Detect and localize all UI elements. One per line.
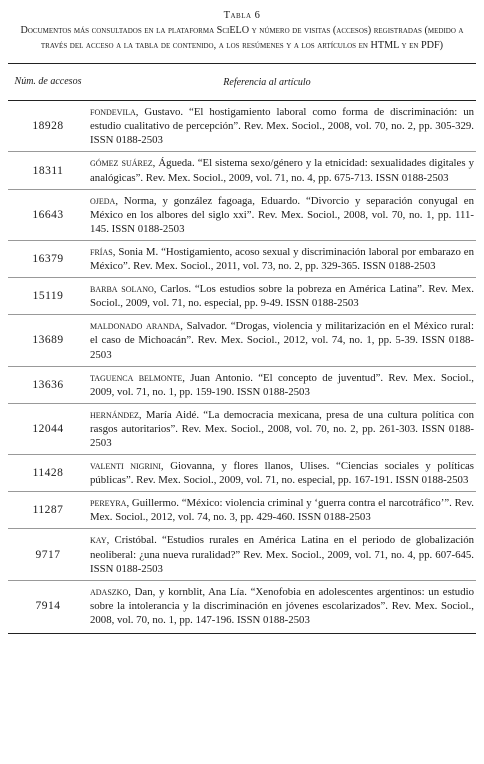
reference-text: , María Aidé. “La democracia mexicana, presa de una cultura política con rasgos autoritarios”. Rev. Mex. Sociol., 2008, vol. 70, no. 2, pp. 261-303. ISSN 0188-2503 xyxy=(90,408,474,449)
bottom-rule xyxy=(8,633,476,634)
author-name: barba solano xyxy=(90,283,154,296)
author-name: valenti nigrini xyxy=(90,460,161,473)
access-count: 11287 xyxy=(32,504,64,517)
table-row xyxy=(8,404,476,455)
article-reference xyxy=(88,190,476,240)
author-name: gómez suárez xyxy=(90,157,153,170)
table-row xyxy=(8,492,476,529)
article-reference xyxy=(88,367,476,403)
author-name: taguenca belmonte xyxy=(90,371,183,384)
reference-text: , Norma, y gonzález fagoaga, Eduardo. “Divorcio y separación conyugal en México en los albores del siglo xxi”. Rev. Mex. Sociol., 2008, vol. 70, no. 1, pp. 111-145. ISSN 0188-2503 xyxy=(90,194,474,235)
article-reference xyxy=(88,492,476,528)
article-reference xyxy=(88,581,476,631)
access-count: 9717 xyxy=(35,548,61,561)
table-header xyxy=(8,64,476,101)
reference-text: , Carlos. “Los estudios sobre la pobreza en América Latina”. Rev. Mex. Sociol., 2009, vol. 71, no. especial, pp. 9-49. ISSN 0188-2503 xyxy=(90,283,474,310)
author-name: ojeda xyxy=(90,194,116,207)
table-row xyxy=(8,152,476,189)
header-num-accesses: Núm. de accesos xyxy=(14,76,82,88)
header-reference: Referencia al artículo xyxy=(223,76,311,88)
reference-text: , Águeda. “El sistema sexo/género y la etnicidad: sexualidades digitales y analógicas”. Rev. Mex. Sociol., 2009, vol. 71, no. 4, pp. 675-713. ISSN 0188-2503 xyxy=(90,157,475,184)
reference-text: , Giovanna, y flores llanos, Ulises. “Ciencias sociales y políticas públicas”. Rev. Mex. Sociol., 2009, vol. 71, no. especial, pp. 167-191. ISSN 0188-2503 xyxy=(90,460,474,487)
table-caption: Documentos más consultados en la plataforma SciELO y número de visitas (accesos) registradas (medido a través del acceso a la tabla de contenido, a los resúmenes y a los artículos en HTML y en PDF) xyxy=(20,25,464,51)
table-row xyxy=(8,101,476,152)
access-count: 18928 xyxy=(32,120,64,133)
author-name: fondevila xyxy=(90,106,136,119)
article-reference xyxy=(88,455,476,491)
table-label: Tabla 6 xyxy=(223,10,261,21)
table-row xyxy=(8,581,476,631)
table-row xyxy=(8,278,476,315)
reference-text: , Gustavo. “El hostigamiento laboral como forma de discriminación: un estudio cualitativo de percepción”. Rev. Mex. Sociol., 2008, vol. 70, no. 2, pp. 305-329. ISSN 0188-2503 xyxy=(90,106,474,147)
reference-text: , Sonia M. “Hostigamiento, acoso sexual y discriminación laboral por embarazo en México”. Rev. Mex. Sociol., 2011, vol. 73, no. 2, pp. 329-365. ISSN 0188-2503 xyxy=(90,245,474,273)
table-row xyxy=(8,455,476,492)
table-row xyxy=(8,241,476,278)
access-count: 18311 xyxy=(32,164,64,177)
table-row xyxy=(8,367,476,404)
table-row xyxy=(8,190,476,241)
table-body xyxy=(8,101,476,631)
table-row xyxy=(8,529,476,580)
access-count: 13689 xyxy=(32,334,64,347)
author-name: maldonado aranda xyxy=(90,320,181,333)
article-reference xyxy=(88,152,476,188)
author-name: hernández xyxy=(90,408,139,421)
reference-text: , Guillermo. “México: violencia criminal y ‘guerra contra el narcotráfico’”. Rev. Mex. Sociol., 2012, vol. 74, no. 3, pp. 429-460. ISSN 0188-2503 xyxy=(90,497,474,524)
access-count: 11428 xyxy=(32,467,64,480)
author-name: frías xyxy=(90,245,113,258)
reference-text: , Dan, y kornblit, Ana Lía. “Xenofobia en adolescentes argentinos: un estudio sobre la intolerancia y la discriminación en jóvenes escolarizados”. Rev. Mex. Sociol., 2008, vol. 70, no. 1, pp. 147-196. ISSN 0188-2503 xyxy=(90,585,474,626)
reference-text: , Salvador. “Drogas, violencia y militarización en el México rural: el caso de Michoacán”. Rev. Mex. Sociol., 2012, vol. 74, no. 1, pp. 5-39. ISSN 0188-2503 xyxy=(90,320,475,361)
access-count: 16643 xyxy=(32,208,64,221)
reference-text: , Cristóbal. “Estudios rurales en América Latina en el periodo de globalización neoliberal: ¿una nueva ruralidad?” Rev. Mex. Sociol., 2009, vol. 71, no. 4, pp. 607-645. ISSN 0188-2503 xyxy=(90,534,474,575)
article-reference xyxy=(88,241,476,277)
article-reference xyxy=(88,404,476,454)
access-count: 13636 xyxy=(32,378,64,391)
access-count: 16379 xyxy=(32,253,64,266)
author-name: pereyra xyxy=(90,497,127,510)
article-reference xyxy=(88,278,476,314)
article-reference xyxy=(88,315,476,365)
article-reference xyxy=(88,529,476,579)
access-count: 12044 xyxy=(32,422,64,435)
access-count: 7914 xyxy=(35,599,61,612)
reference-text: , Juan Antonio. “El concepto de juventud”. Rev. Mex. Sociol., 2009, vol. 71, no. 1, pp. 159-190. ISSN 0188-2503 xyxy=(90,371,474,398)
author-name: kay xyxy=(90,534,107,547)
access-count: 15119 xyxy=(32,290,64,303)
article-reference xyxy=(88,101,476,151)
author-name: adaszko xyxy=(90,585,129,598)
table-row xyxy=(8,315,476,366)
